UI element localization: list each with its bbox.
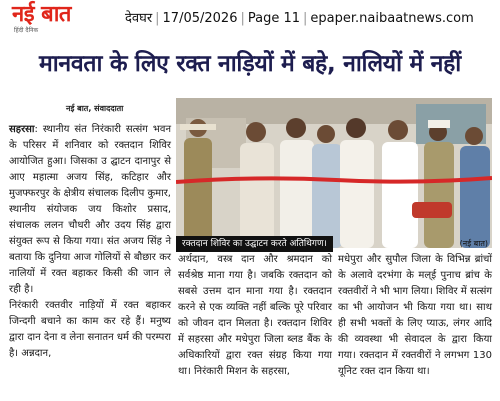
edition-info: देवघर | 17/05/2026 | Page 11 | epaper.naibaatnews.com (125, 11, 474, 26)
edition-city: देवघर (125, 11, 153, 26)
logo-tagline: हिंदी दैनिक (14, 27, 39, 34)
ribbon-cutting-illustration (176, 98, 492, 248)
article-column-3: मधेपुरा और सुपौल जिला के विभिन्न ब्रांचों के अलावे दरभंगा के मल्ई पुनाच ब्रांच के रक्तवीरों ने भी भाग लिया। शिविर में सत्संग का भी आयोजन भी किया गया था। साथ ही सभी भक्तों के लिए प्याऊ, लंगर आदि की व्यवस्था भी सेवादल के द्वारा किया गया। रक्तदान में रक्तवीरों ने लगभग 130 यूनिट रक्त दान किया था। (338, 254, 492, 377)
article-column-1 (9, 122, 171, 362)
epaper-link[interactable]: epaper.naibaatnews.com (310, 11, 474, 26)
logo-text: नई बात (12, 2, 71, 27)
article-headline: मानवता के लिए रक्त नाड़ियों में बहे, नालियों में नहीं (39, 51, 461, 77)
photo-caption-bar (176, 236, 492, 252)
newspaper-logo[interactable] (12, 2, 112, 38)
photo-credit: (नई बात) (459, 239, 488, 248)
paragraph-2: निरंकारी रक्तवीर नाड़ियों में रक्त बहाकर जिन्दगी बचाने का काम कर रहे हैं। मनुष्य द्वारा दान देना व लेना सनातन धर्म की परम्परा है। अन्नदान, (9, 300, 171, 359)
paragraph-1-text: : स्थानीय संत निरंकारी सत्संग भवन के परिसर में शनिवार को रक्तदान शिविर आयोजित हुआ। जिसका उ द्घाटन दानापुर से आए महात्मा अजय सिंह, कटिहार और मुजफ्फरपुर के क्षेत्रीय संचालक दिलीप कुमार, स्थानीय संयोजक जय किशोर प्रसाद, संचालक ललन चौधरी और उदय सिंह द्वारा संयुक्त रूप से किया गया। संत अजय सिंह ने बताया कि दुनिया आज गोलियों से बौछार कर नालियों में रक्त बहाकर किसी की जान ले रही है। (9, 124, 171, 295)
article-column-2: अर्थदान, वस्त्र दान और श्रमदान को सर्वश्रेष्ठ माना गया है। जबकि रक्तदान को सबसे उत्तम दान माना गया है। रक्तदान करने से एक व्यक्ति नहीं बल्कि पूरे परिवार को जीवन दान मिलता है। रक्तदान शिविर में सहरसा और मधेपुरा जिला ब्लड बैंक के अधिकारियों द्वारा रक्त संग्रह किया गया था। निरंकारी मिशन के सहरसा, (178, 254, 332, 377)
paragraph-1 (9, 122, 171, 298)
edition-date: 17/05/2026 (162, 11, 238, 26)
photo-caption: रक्तदान शिविर का उद्घाटन करते अतिथिगण। (176, 236, 333, 252)
article-byline: नई बात, संवाददाता (66, 104, 124, 113)
dateline: सहरसा (9, 124, 35, 135)
masthead (0, 0, 500, 40)
article-photo (176, 98, 492, 248)
edition-page: Page 11 (247, 11, 301, 26)
